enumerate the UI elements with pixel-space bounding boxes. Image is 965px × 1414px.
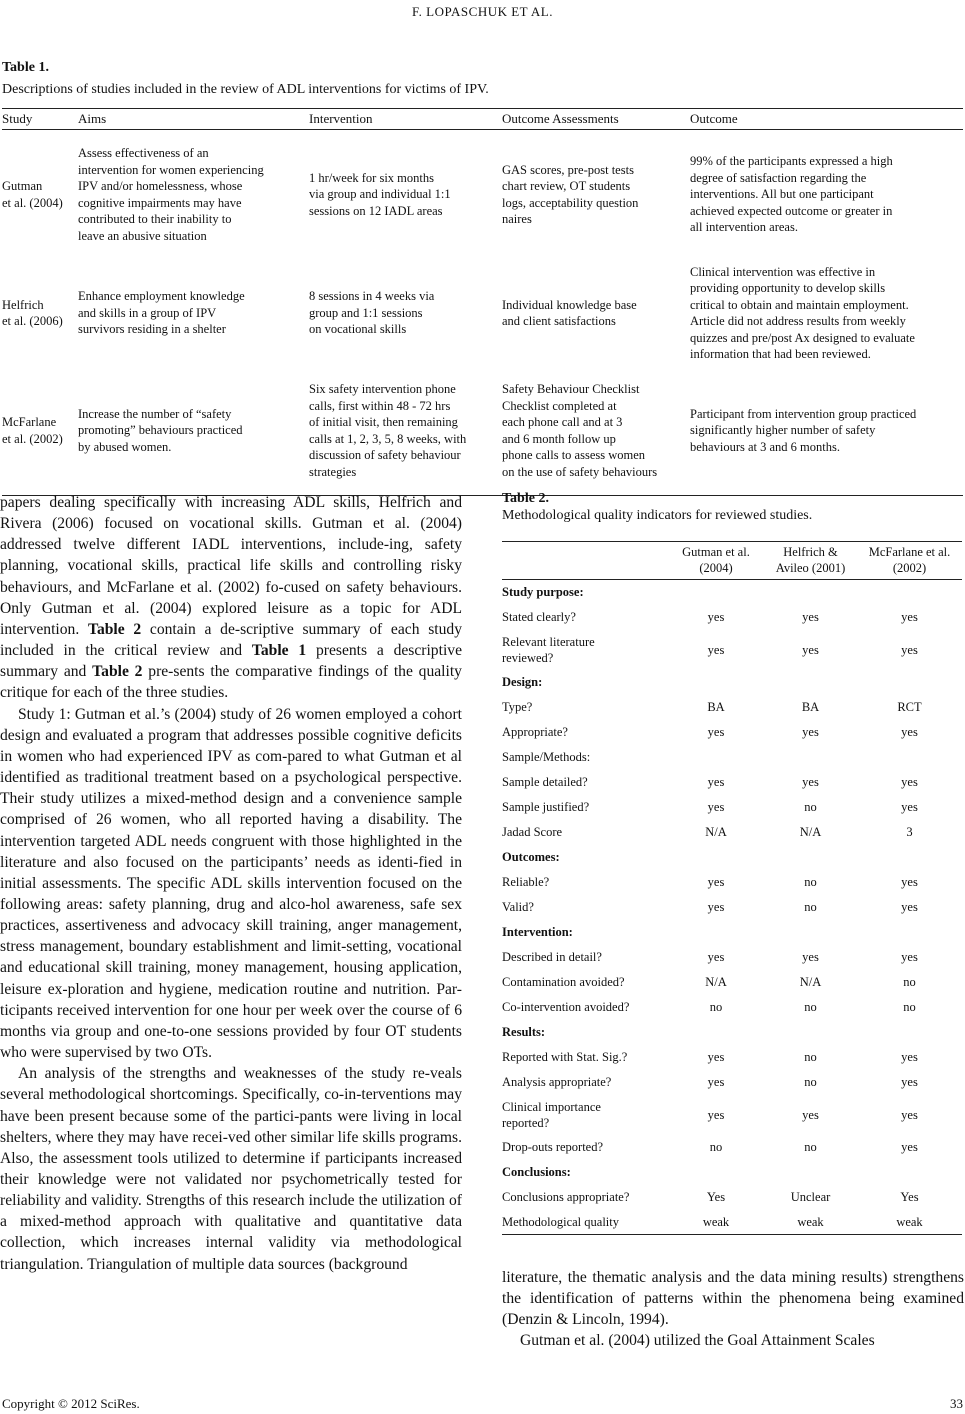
table2-cell-value: N/A — [799, 825, 822, 839]
table2-cell-value: yes — [901, 1107, 918, 1122]
table2-row — [502, 745, 962, 770]
table2-row-label: Sample detailed? — [502, 775, 588, 789]
table2-row-label: Reliable? — [502, 875, 550, 889]
table1-cell-assessments: Individual knowledge base and client satisfactions — [502, 297, 637, 328]
table2-cell-value: weak — [764, 1210, 857, 1235]
table1-col-intervention: Intervention — [309, 109, 502, 130]
table2-cell-value — [857, 745, 962, 770]
table2-cell-value: no — [804, 800, 817, 814]
table2-cell-value: no — [804, 900, 817, 914]
table2-cell-value: weak — [668, 1210, 764, 1235]
table2-row — [502, 1135, 962, 1160]
table2-cell-value: yes — [901, 775, 918, 789]
table-reference: Table 1 — [251, 642, 307, 660]
table2-row-label: Drop-outs reported? — [502, 1140, 604, 1154]
table2-cell-value: no — [804, 1000, 817, 1014]
table1-cell-assessments: GAS scores, pre-post tests chart review, OT students logs, acceptability question naires — [502, 162, 639, 226]
table2-cell-value — [668, 670, 764, 695]
table2-cell-value: no — [709, 1140, 723, 1154]
table1-description: Descriptions of studies included in the review of ADL interventions for victims of IPV. — [2, 82, 489, 97]
table2-cell-value — [857, 1160, 962, 1185]
table2-cell-value: no — [709, 1000, 723, 1014]
table2-cell-value: yes — [707, 900, 725, 914]
table1-col-assessments: Outcome Assessments — [502, 109, 690, 130]
table2-row-label: Jadad Score — [502, 825, 563, 839]
table2-row-label: Reported with Stat. Sig.? — [502, 1050, 628, 1064]
table2-row — [502, 1045, 962, 1070]
table2-cell-value: RCT — [897, 700, 922, 714]
table2-cell-value: yes — [901, 610, 918, 624]
table2-cell-value: yes — [901, 1050, 918, 1064]
table1-header-row — [2, 109, 963, 130]
table1-cell-outcome: Clinical intervention was effective in providing opportunity to develop skills critical to obtain and maintain employment. Article did not address results from weekly quizzes and pre/post Ax designed to evaluate information that had been reviewed. — [690, 264, 915, 361]
table2-cell-value: Yes — [706, 1190, 726, 1204]
table1-cell-study: Helfrich et al. (2006) — [2, 297, 63, 328]
table2-section-row — [502, 670, 962, 695]
table2-row — [502, 895, 962, 920]
table2-row — [502, 695, 962, 720]
table1-cell-intervention: 1 hr/week for six months via group and individual 1:1 sessions on 12 IADL areas — [309, 170, 451, 218]
table2-cell-value: yes — [802, 1107, 819, 1122]
table2-caption — [502, 491, 812, 524]
table1-row — [2, 367, 963, 496]
table2-cell-value: yes — [802, 725, 819, 739]
table1-cell-aims: Enhance employment knowledge and skills in a group of IPV survivors residing in a shelter — [78, 289, 245, 337]
table1-row — [2, 129, 963, 260]
table1-cell-aims: Increase the number of “safety promoting” behaviours practiced by abused women. — [78, 367, 309, 496]
table2-cell-value: yes — [901, 642, 918, 657]
text-run: papers dealing specifically with increasing ADL skills, Helfrich and Rivera (2006) focused on vocational skills. Gutman et al. (2004) addressed twelve different IADL interventions, include-ing, safety planning, vocational skills, practical life skills and controlling risky behaviours, and McFarlane et al. (2002) fo-cused on safety behaviours. Only Gutman et al. (2004) explored leisure as a topic for ADL intervention. — [0, 494, 462, 638]
table2-cell-value: yes — [901, 1140, 918, 1154]
table2-col-gutman: Gutman et al. (2004) — [668, 542, 764, 580]
table1-col-outcome: Outcome — [690, 109, 963, 130]
table2-cell-value — [857, 670, 962, 695]
table2-col-helfrich: Helfrich & Avileo (2001) — [764, 542, 857, 580]
table2-cell-value — [764, 845, 857, 870]
table2-cell-value: weak — [857, 1210, 962, 1235]
table2-row — [502, 945, 962, 970]
table2-cell-value: yes — [802, 642, 819, 657]
table2-cell-value — [764, 580, 857, 605]
table2-cell-value: Unclear — [790, 1190, 831, 1204]
table2-cell-value: no — [903, 975, 916, 989]
table2-cell-value: Yes — [900, 1190, 919, 1204]
table2-header-row — [502, 542, 962, 580]
table2 — [502, 541, 962, 1235]
table2-cell-value: yes — [901, 725, 918, 739]
table2-row-label: Intervention: — [502, 925, 573, 939]
table2-cell-value: yes — [707, 875, 725, 889]
table2-cell-value: yes — [901, 950, 918, 964]
table2-cell-value: no — [804, 1050, 817, 1064]
table1-cell-study: Gutman et al. (2004) — [2, 179, 63, 210]
table2-cell-value — [857, 580, 962, 605]
running-header: F. LOPASCHUK ET AL. — [411, 4, 554, 19]
table2-cell-value — [857, 845, 962, 870]
table2-row-label: Co-intervention avoided? — [502, 1000, 630, 1014]
table1-cell-outcome: Participant from intervention group practiced significantly higher number of safety behaviours at 3 and 6 months. — [690, 367, 963, 496]
table1-cell-outcome: 99% of the participants expressed a high degree of satisfaction regarding the interventions. All but one participant achieved expected outcome or greater in all intervention areas. — [690, 154, 893, 235]
table1 — [2, 108, 963, 496]
table2-cell-value: yes — [707, 950, 725, 964]
table2-cell-value — [668, 845, 764, 870]
table2-row-label: Outcomes: — [502, 850, 560, 864]
table2-cell-value: no — [804, 1140, 817, 1154]
table1-col-study: Study — [2, 109, 78, 130]
table2-section-row — [502, 1160, 962, 1185]
paragraph: literature, the thematic analysis and the data mining results) strengthens the identification of patterns within the phenomena being examined (Denzin & Lincoln, 1994). — [502, 1269, 964, 1329]
table2-cell-value: yes — [901, 800, 918, 814]
table1-row — [2, 260, 963, 367]
table2-row-label: Study purpose: — [502, 585, 584, 600]
table2-cell-value: N/A — [705, 975, 727, 989]
table2-row-label: Sample/Methods: — [502, 750, 591, 764]
table2-cell-value — [668, 1020, 764, 1045]
text-run: contain a de-scriptive summary of each study included in the critical review and — [0, 620, 463, 660]
table2-row-label: Clinical importance reported? — [502, 1099, 601, 1130]
table2-description: Methodological quality indicators for reviewed studies. — [502, 508, 813, 523]
table2-col-mcfarlane: McFarlane et al. (2002) — [857, 542, 962, 580]
table1-caption — [2, 60, 489, 98]
table2-cell-value: BA — [707, 700, 725, 714]
table2-row-label: Described in detail? — [502, 950, 602, 964]
paragraph — [0, 492, 462, 704]
table2-row-label: Stated clearly? — [502, 610, 576, 624]
table2-row-label: Contamination avoided? — [502, 975, 625, 989]
table2-cell-value: yes — [707, 775, 725, 789]
table2-section-row — [502, 580, 962, 605]
table2-row — [502, 970, 962, 995]
page-number: 33 — [950, 1396, 963, 1411]
table2-row-label: Relevant literature reviewed? — [502, 634, 595, 665]
table2-cell-value: yes — [802, 610, 819, 624]
table2-cell-value: yes — [901, 1075, 918, 1089]
table1-cell-study: McFarlane et al. (2002) — [2, 367, 78, 496]
table2-row — [502, 1185, 962, 1210]
table2-cell-value — [764, 670, 857, 695]
table2-cell-value: no — [903, 1000, 916, 1014]
table2-row-label: Analysis appropriate? — [502, 1075, 612, 1089]
table2-cell-value: BA — [801, 700, 820, 714]
table2-cell-value: no — [804, 875, 817, 889]
table1-cell-intervention: Six safety intervention phone calls, first within 48 - 72 hrs of initial visit, then remaining calls at 1, 2, 3, 5, 8 weeks, with discussion of safety behaviour strategies — [309, 367, 502, 496]
table2-cell-value: yes — [901, 875, 918, 889]
table2-section-row — [502, 1020, 962, 1045]
table2-col-blank — [502, 542, 668, 580]
table2-cell-value: yes — [707, 1050, 725, 1064]
table2-cell-value — [668, 920, 764, 945]
table2-section-row — [502, 920, 962, 945]
table2-cell-value: no — [804, 1075, 817, 1089]
table2-row — [502, 1095, 962, 1135]
table2-row — [502, 795, 962, 820]
left-column-text — [0, 492, 462, 1275]
table2-section-row — [502, 845, 962, 870]
paragraph: An analysis of the strengths and weaknesses of the study re-veals several methodological shortcomings. Specifically, co-in-terventions may have been present because some of the partici-pants were living in local shelters, where they may have recei-ved other similar life skills programs. Also, the assessment tools utilized to determine if participants increased their knowledge were not validated nor psychometrically tested for reliability and validity. Strengths of this research include the utilization of a mixed-method approach with qualitative and quantitative data collection, which increases internal validity via methodological triangulation. Triangulation of multiple data sources (background — [0, 1065, 462, 1273]
table2-cell-value — [668, 580, 764, 605]
table2-cell-value: N/A — [705, 825, 727, 839]
table2-cell-value — [857, 920, 962, 945]
table2-cell-value — [764, 1020, 857, 1045]
table1-cell-intervention: 8 sessions in 4 weeks via group and 1:1 sessions on vocational skills — [309, 289, 435, 337]
table1-col-aims: Aims — [78, 109, 309, 130]
paragraph: Study 1: Gutman et al.’s (2004) study of 26 women employed a cohort design and evaluated a program that addresses possible cognitive deficits in women who had experienced IPV as com-pared to what Gutman et al identified as traditional treatment based on a psychological perspective. Their study utilizes a mixed-method design and a convenience sample comprised of 26 women, who all reported having a disability. The intervention targeted ADL needs congruent with those highlighted in the literature and also focused on the participants’ needs as identi-fied in initial assessments. The specific ADL skills intervention focused on the following areas: safety planning, drug and alco-hol awareness, safe sex practices, assertiveness and advocacy skill training, anger management, stress management, boundary establishment and limit-setting, vocational and educational skill training, money management, housing application, leisure ex-ploration and hygiene, medication routine and nutrition. Par-ticipants received intervention for one hour per week over the course of 6 months via group and one-to-one sessions provided by four OT students who were supervised by two OTs. — [0, 705, 462, 1062]
table2-cell-value: yes — [707, 800, 725, 814]
table2-row-label: Valid? — [502, 900, 534, 914]
table2-row-label: Sample justified? — [502, 800, 590, 814]
table2-cell-value: 3 — [906, 825, 913, 839]
table2-row — [502, 720, 962, 745]
table2-label: Table 2. — [502, 491, 549, 506]
table2-row-label: Conclusions appropriate? — [502, 1190, 630, 1204]
table2-row — [502, 1210, 962, 1235]
table2-row-label: Methodological quality — [502, 1210, 668, 1235]
table2-row — [502, 630, 962, 670]
table2-cell-value: yes — [707, 610, 725, 624]
table2-cell-value — [857, 1020, 962, 1045]
text-run: pre-sents the comparative findings of the quality critique for each of the three studies. — [0, 663, 462, 702]
table2-row — [502, 605, 962, 630]
table2-row-label: Design: — [502, 675, 543, 689]
table2-row — [502, 820, 962, 845]
table-reference: Table 2 — [92, 663, 143, 681]
table2-cell-value: N/A — [799, 975, 822, 989]
table2-cell-value: yes — [901, 900, 918, 914]
table2-cell-value: yes — [707, 1107, 725, 1122]
table2-cell-value — [764, 920, 857, 945]
table2-cell-value: yes — [802, 775, 819, 789]
table2-cell-value: yes — [707, 642, 725, 657]
table2-cell-value — [764, 1160, 857, 1185]
table1-label: Table 1. — [2, 60, 49, 75]
text-run: presents a descriptive summary and — [0, 642, 462, 681]
right-column-text — [502, 1267, 964, 1352]
table2-cell-value: yes — [707, 725, 725, 739]
table2-row-label: Conclusions: — [502, 1165, 571, 1179]
table2-row-label: Appropriate? — [502, 725, 568, 739]
table2-row — [502, 1070, 962, 1095]
table2-cell-value — [668, 745, 764, 770]
table2-cell-value: yes — [802, 950, 819, 964]
table2-cell-value — [764, 745, 857, 770]
table2-row — [502, 995, 962, 1020]
table2-cell-value: yes — [707, 1075, 725, 1089]
table2-cell-value — [668, 1160, 764, 1185]
copyright-footer: Copyright © 2012 SciRes. — [2, 1396, 140, 1411]
table2-row-label: Type? — [502, 700, 533, 714]
paragraph: Gutman et al. (2004) utilized the Goal Attainment Scales — [520, 1332, 875, 1350]
table2-row-label: Results: — [502, 1025, 546, 1039]
table2-row — [502, 770, 962, 795]
table1-cell-aims: Assess effectiveness of an intervention for women experiencing IPV and/or homelessness, whose cognitive impairments may have contributed to their inability to leave an abusive situation — [78, 146, 264, 243]
table-reference: Table 2 — [87, 620, 142, 638]
table1-cell-assessments: Safety Behaviour Checklist Checklist completed at each phone call and at 3 and 6 month follow up phone calls to assess women on the use of safety behaviours — [502, 367, 690, 496]
table2-row — [502, 870, 962, 895]
